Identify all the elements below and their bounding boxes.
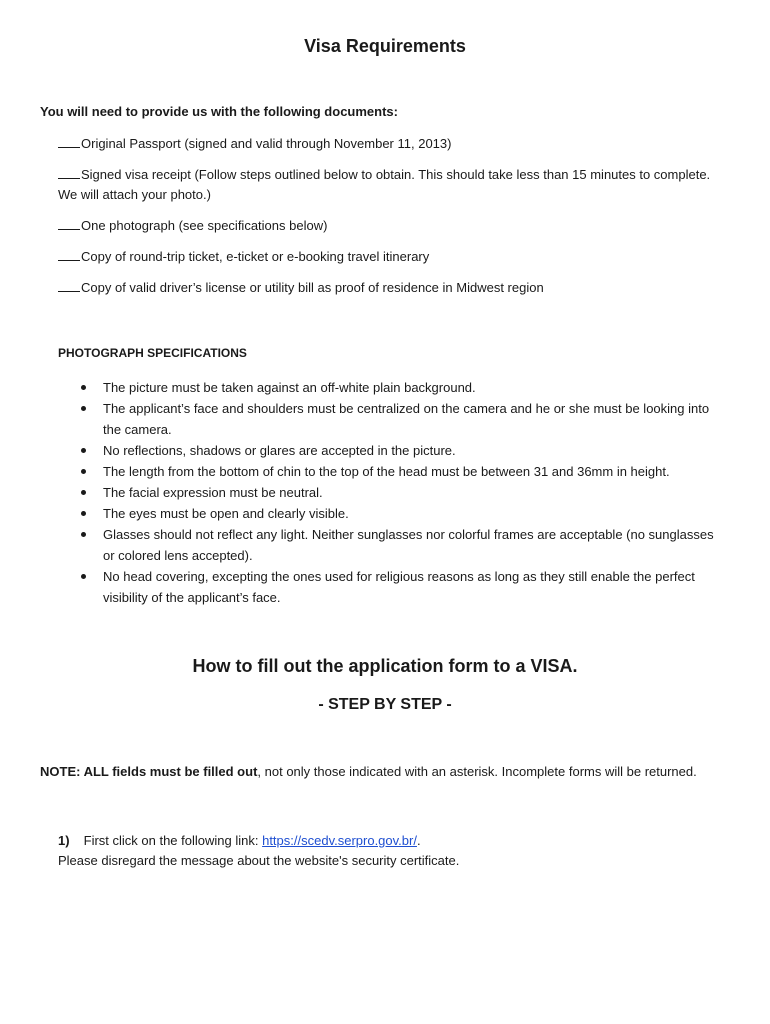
checklist-item: Copy of valid driver’s license or utility bill as proof of residence in Midwest region bbox=[58, 278, 758, 298]
application-form-heading: How to fill out the application form to a VISA. bbox=[192, 656, 578, 676]
checkbox-blank bbox=[58, 217, 80, 230]
step-text: First click on the following link: bbox=[83, 833, 259, 848]
photo-spec-list bbox=[78, 377, 728, 608]
serpro-link[interactable]: https://scedv.serpro.gov.br/ bbox=[262, 833, 417, 848]
checkbox-blank bbox=[58, 166, 80, 179]
step-number: 1) bbox=[58, 833, 70, 848]
list-item: Glasses should not reflect any light. Neither sunglasses nor colorful frames are acceptable (no sunglasses or colored lens accepted). bbox=[78, 524, 728, 566]
bullet-icon bbox=[81, 511, 86, 516]
step-1-note: Please disregard the message about the website's security certificate. bbox=[58, 853, 460, 868]
step-1 bbox=[58, 831, 738, 871]
bullet-icon bbox=[81, 406, 86, 411]
checkbox-blank bbox=[58, 135, 80, 148]
note-paragraph bbox=[40, 762, 720, 782]
step-by-step-heading: - STEP BY STEP - bbox=[318, 696, 452, 713]
list-item: The applicant’s face and shoulders must be centralized on the camera and he or she must be looking into the camera. bbox=[78, 398, 728, 440]
list-item: The eyes must be open and clearly visible. bbox=[78, 503, 728, 524]
bullet-icon bbox=[81, 448, 86, 453]
note-bold: NOTE: ALL fields must be filled out bbox=[40, 764, 258, 779]
bullet-icon bbox=[81, 469, 86, 474]
documents-intro: You will need to provide us with the following documents: bbox=[40, 104, 398, 119]
list-item: The length from the bottom of chin to the top of the head must be between 31 and 36mm in height. bbox=[78, 461, 728, 482]
bullet-icon bbox=[81, 490, 86, 495]
list-item: No reflections, shadows or glares are accepted in the picture. bbox=[78, 440, 728, 461]
checklist-item: Signed visa receipt (Follow steps outlined below to obtain. This should take less than 15 minutes to complete. bbox=[58, 165, 758, 185]
bullet-icon bbox=[81, 385, 86, 390]
bullet-icon bbox=[81, 532, 86, 537]
checklist-item-continuation: We will attach your photo.) bbox=[58, 187, 211, 202]
step-1-line: 1) First click on the following link: https://scedv.serpro.gov.br/. bbox=[58, 831, 738, 851]
list-item: The facial expression must be neutral. bbox=[78, 482, 728, 503]
checklist-item: Original Passport (signed and valid through November 11, 2013) bbox=[58, 134, 758, 154]
note-text: , not only those indicated with an asterisk. Incomplete forms will be returned. bbox=[257, 764, 697, 779]
list-item: The picture must be taken against an off-white plain background. bbox=[78, 377, 728, 398]
checkbox-blank bbox=[58, 279, 80, 292]
checklist-item: Copy of round-trip ticket, e-ticket or e-booking travel itinerary bbox=[58, 247, 758, 267]
bullet-icon bbox=[81, 574, 86, 579]
photo-spec-heading: PHOTOGRAPH SPECIFICATIONS bbox=[58, 346, 247, 360]
page-title: Visa Requirements bbox=[304, 36, 466, 56]
checkbox-blank bbox=[58, 248, 80, 261]
list-item: No head covering, excepting the ones used for religious reasons as long as they still enable the perfect visibility of the applicant’s face. bbox=[78, 566, 728, 608]
checklist-item: One photograph (see specifications below) bbox=[58, 216, 758, 236]
